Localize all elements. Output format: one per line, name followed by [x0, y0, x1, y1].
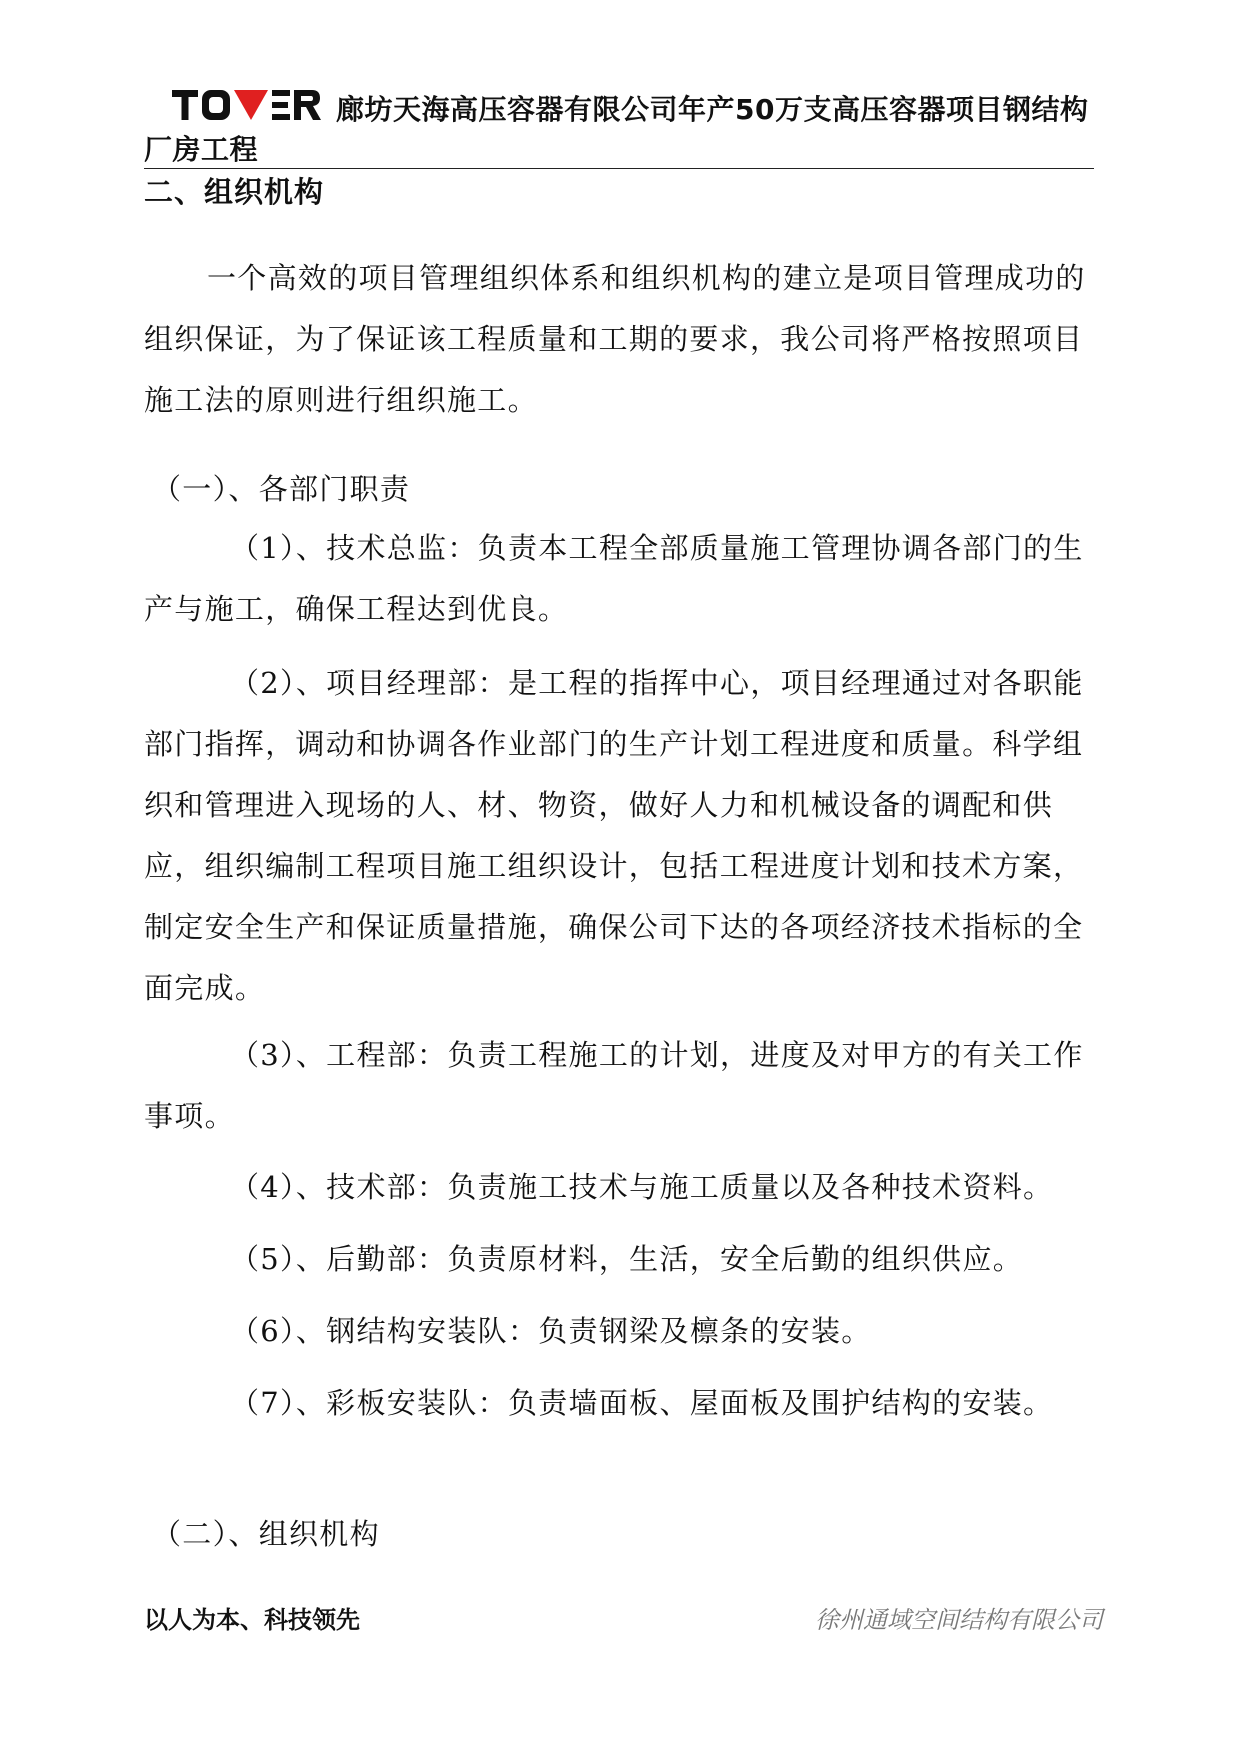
duty-item-1: （1）、技术总监：负责本工程全部质量施工管理协调各部门的生产与施工，确保工程达到优良。: [144, 531, 1084, 626]
section-heading: 二、组织机构: [144, 175, 325, 209]
header-divider: [144, 168, 1094, 169]
duty-item-2: （2）、项目经理部：是工程的指挥中心，项目经理通过对各职能部门指挥，调动和协调各作业部门的生产计划工程进度和质量。科学组织和管理进入现场的人、材、物资，做好人力和机械设备的调配和供应，组织编制工程项目施工组织设计，包括工程进度计划和技术方案，制定安全生产和保证质量措施，确保公司下达的各项经济技术指标的全面完成。: [144, 666, 1084, 1005]
organization-heading: （二）、组织机构: [152, 1517, 380, 1551]
duty-item-7: （7）、彩板安装队：负责墙面板、屋面板及围护结构的安装。: [230, 1386, 1054, 1420]
document-header-title: 廊坊天海高压容器有限公司年产50万支高压容器项目钢结构厂房工程: [144, 93, 1089, 166]
footer-slogan: 以人为本、科技领先: [144, 1606, 360, 1634]
duty-item-5: （5）、后勤部：负责原材料，生活，安全后勤的组织供应。: [230, 1242, 1024, 1276]
duty-item-4: （4）、技术部：负责施工技术与施工质量以及各种技术资料。: [230, 1170, 1054, 1204]
duty-item-6: （6）、钢结构安装队：负责钢梁及檩条的安装。: [230, 1314, 872, 1348]
intro-paragraph: 一个高效的项目管理组织体系和组织机构的建立是项目管理成功的组织保证，为了保证该工程质量和工期的要求，我公司将严格按照项目施工法的原则进行组织施工。: [144, 261, 1086, 417]
footer-company: 徐州通域空间结构有限公司: [815, 1606, 1103, 1634]
duty-item-3: （3）、工程部：负责工程施工的计划，进度及对甲方的有关工作事项。: [144, 1038, 1084, 1133]
duties-heading: （一）、各部门职责: [152, 472, 411, 506]
